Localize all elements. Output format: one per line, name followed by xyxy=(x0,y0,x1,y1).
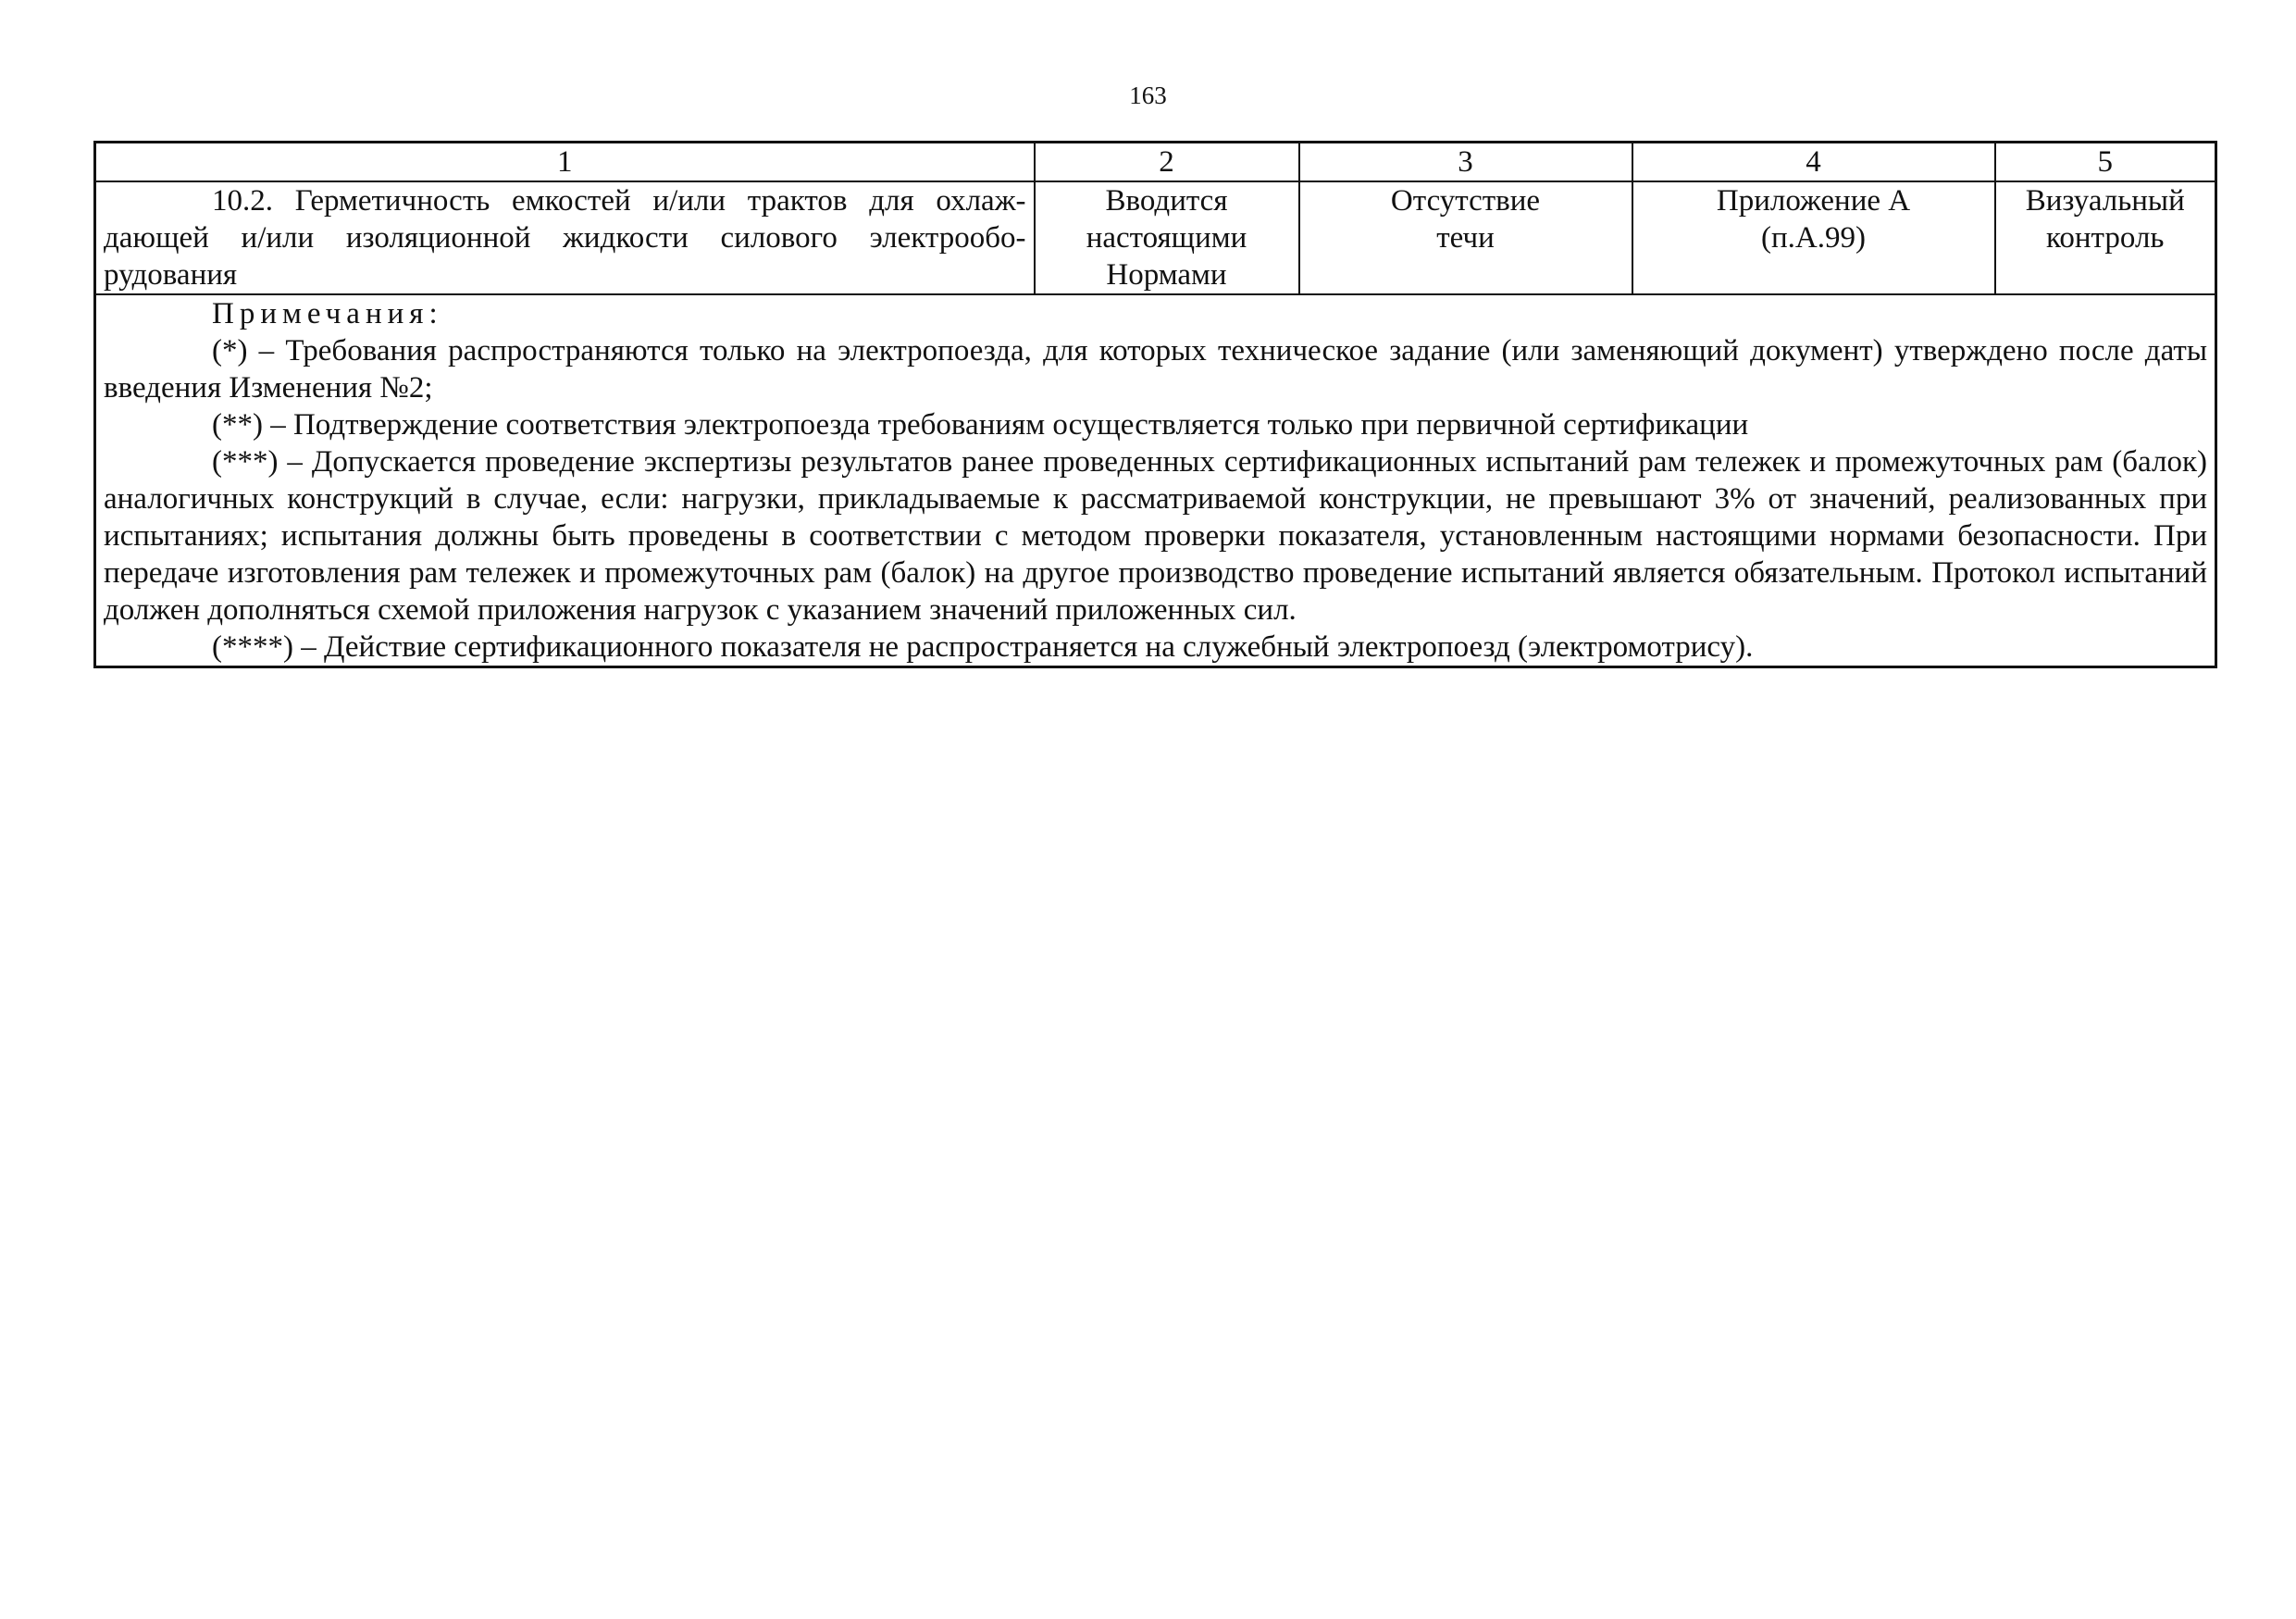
method-reference-cell xyxy=(1632,181,1995,294)
column-number-3: 3 xyxy=(1299,143,1632,182)
table-row xyxy=(95,181,2216,294)
notes-row xyxy=(95,294,2216,667)
note-item-4: (****) – Действие сертификационного показателя не распространяется на служебный электропоезд (электромотрису). xyxy=(212,630,1754,664)
criterion-cell xyxy=(1299,181,1632,294)
control-type-cell xyxy=(1995,181,2216,294)
note-item-3: (***) – Допускается проведение экспертизы результатов ранее проведенных сертификационных испытаний рам тележек и промежуточных рам (балок) аналогичных конструкций в случае, если: нагрузки, прикладываемые к рассматриваемой конструкции, не превышают 3% от значений, реализованных при испытаниях; испытания должны быть проведены в соответствии с методом проверки показателя, установленным настоящими нормами безопасности. При передаче изготовления рам тележек и промежуточных рам (балок) на другое производство проведение испытаний является обязательным. Протокол испытаний должен дополняться схемой приложения нагрузок с указанием значений приложенных сил. xyxy=(104,445,2207,627)
introduced-by-line-3: Нормами xyxy=(1106,258,1227,292)
column-number-4: 4 xyxy=(1632,143,1995,182)
column-number-row xyxy=(95,143,2216,182)
requirement-cell: 10.2. Герметичность емкостей и/или трактов для охлаждающей и/или изоляционной жидкости силового электрооборудования xyxy=(95,181,1035,294)
page-number: 163 xyxy=(1129,81,1167,109)
note-item-2: (**) – Подтверждение соответствия электропоезда требованиям осуществляется только при первичной сертификации xyxy=(212,408,1749,442)
column-number-5: 5 xyxy=(1995,143,2216,182)
control-type-line-2: контроль xyxy=(2046,221,2165,255)
method-reference-line-2: (п.А.99) xyxy=(1761,221,1866,255)
requirements-table xyxy=(93,141,2217,668)
notes-heading: Примечания: xyxy=(212,297,443,330)
control-type-line-1: Визуальный xyxy=(2025,184,2185,218)
criterion-line-2: течи xyxy=(1436,221,1495,255)
note-item-1: (*) – Требования распространяются только на электропоезда, для которых техническое задание (или заменяющий документ) утверждено после даты введения Изменения №2; xyxy=(104,334,2207,405)
column-number-1: 1 xyxy=(95,143,1035,182)
introduced-by-cell xyxy=(1035,181,1299,294)
criterion-line-1: Отсутствие xyxy=(1390,184,1541,218)
method-reference-line-1: Приложение А xyxy=(1716,184,1911,218)
introduced-by-line-2: настоящими xyxy=(1086,221,1247,255)
notes-cell xyxy=(95,294,2216,667)
introduced-by-line-1: Вводится xyxy=(1105,184,1228,218)
column-number-2: 2 xyxy=(1035,143,1299,182)
